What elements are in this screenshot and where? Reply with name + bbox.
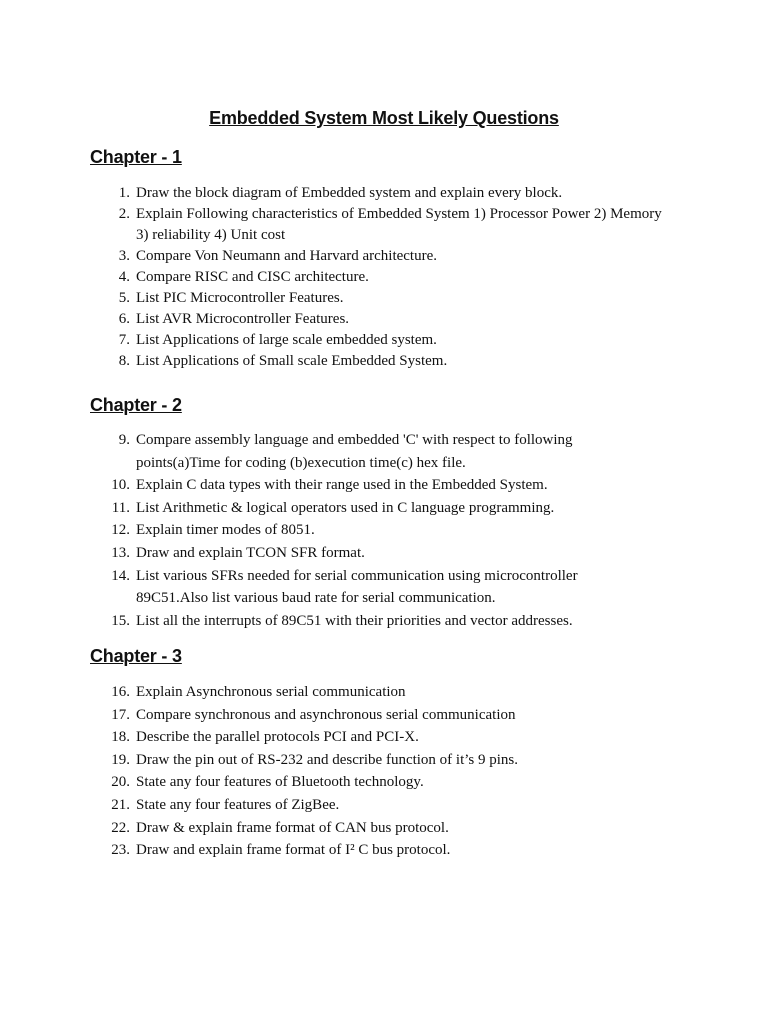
question-number: 21. bbox=[111, 796, 130, 813]
question-item bbox=[0, 204, 768, 246]
question-number: 9. bbox=[118, 432, 130, 448]
question-text: List AVR Microcontroller Features. bbox=[136, 311, 350, 327]
question-number: 10. bbox=[111, 477, 130, 494]
question-number: 22. bbox=[111, 819, 130, 836]
question-text: State any four features of Bluetooth technology. bbox=[136, 774, 424, 791]
question-text: Compare synchronous and asynchronous serial communication bbox=[136, 706, 516, 723]
question-item bbox=[0, 726, 768, 749]
chapter-2-question-list bbox=[0, 429, 768, 632]
question-item bbox=[0, 183, 768, 204]
question-number: 14. bbox=[111, 567, 130, 584]
question-number: 17. bbox=[111, 706, 130, 723]
question-number: 19. bbox=[111, 751, 130, 768]
question-text: Explain Following characteristics of Embedded System 1) Processor Power 2) Memory 3) reliability 4) Unit cost bbox=[136, 206, 662, 243]
question-text: Draw the pin out of RS-232 and describe function of it’s 9 pins. bbox=[136, 751, 519, 768]
question-number: 11. bbox=[111, 499, 130, 516]
question-item bbox=[0, 749, 768, 772]
chapter-1-question-list bbox=[0, 183, 768, 372]
question-item bbox=[0, 565, 768, 610]
question-item bbox=[0, 542, 768, 565]
question-text: Draw and explain frame format of I² C bus protocol. bbox=[136, 842, 451, 859]
question-text: List Applications of large scale embedded system. bbox=[136, 332, 437, 348]
question-text: List Arithmetic & logical operators used in C language programming. bbox=[136, 499, 555, 516]
question-item bbox=[0, 681, 768, 704]
question-number: 7. bbox=[118, 332, 130, 348]
question-item bbox=[0, 246, 768, 267]
question-item bbox=[0, 429, 768, 474]
question-number: 5. bbox=[118, 290, 130, 306]
chapter-3-heading: Chapter - 3 bbox=[90, 646, 182, 666]
question-text: Describe the parallel protocols PCI and PCI-X. bbox=[136, 729, 419, 746]
question-text: Explain timer modes of 8051. bbox=[136, 522, 315, 539]
question-number: 13. bbox=[111, 544, 130, 561]
question-number: 6. bbox=[118, 311, 130, 327]
question-text: List various SFRs needed for serial communication using microcontroller 89C51.Also list various baud rate for serial communication. bbox=[136, 567, 578, 607]
question-text: Explain C data types with their range used in the Embedded System. bbox=[136, 477, 548, 494]
chapter-2-heading: Chapter - 2 bbox=[90, 395, 182, 415]
chapter-3-question-list bbox=[0, 681, 768, 862]
question-number: 16. bbox=[111, 684, 130, 700]
question-number: 12. bbox=[111, 522, 130, 539]
question-item bbox=[0, 267, 768, 288]
question-text: List PIC Microcontroller Features. bbox=[136, 290, 344, 306]
document-title: Embedded System Most Likely Questions bbox=[209, 108, 559, 128]
question-item bbox=[0, 474, 768, 497]
question-number: 8. bbox=[118, 353, 130, 369]
question-item bbox=[0, 497, 768, 520]
question-text: Compare RISC and CISC architecture. bbox=[136, 269, 369, 285]
question-item bbox=[0, 771, 768, 794]
question-text: Draw the block diagram of Embedded system and explain every block. bbox=[136, 185, 563, 201]
question-number: 3. bbox=[118, 248, 130, 264]
question-text: State any four features of ZigBee. bbox=[136, 796, 340, 813]
question-item bbox=[0, 519, 768, 542]
question-item bbox=[0, 351, 768, 372]
question-text: Draw & explain frame format of CAN bus protocol. bbox=[136, 819, 449, 836]
question-text: Compare assembly language and embedded 'C' with respect to following points(a)Time for coding (b)execution time(c) hex file. bbox=[136, 432, 573, 471]
question-text: Draw and explain TCON SFR format. bbox=[136, 544, 365, 561]
question-text: Compare Von Neumann and Harvard architecture. bbox=[136, 248, 438, 264]
question-number: 1. bbox=[118, 185, 130, 201]
question-item bbox=[0, 817, 768, 840]
question-item bbox=[0, 794, 768, 817]
question-number: 4. bbox=[118, 269, 130, 285]
question-item bbox=[0, 330, 768, 351]
chapter-1-heading: Chapter - 1 bbox=[90, 147, 182, 167]
question-number: 20. bbox=[111, 774, 130, 791]
question-number: 23. bbox=[111, 842, 130, 859]
question-item bbox=[0, 839, 768, 862]
question-item bbox=[0, 610, 768, 633]
question-text: List all the interrupts of 89C51 with their priorities and vector addresses. bbox=[136, 612, 573, 629]
question-text: Explain Asynchronous serial communication bbox=[136, 684, 406, 700]
question-number: 18. bbox=[111, 729, 130, 746]
question-number: 2. bbox=[118, 206, 130, 222]
question-item bbox=[0, 288, 768, 309]
question-text: List Applications of Small scale Embedded System. bbox=[136, 353, 448, 369]
question-item bbox=[0, 309, 768, 330]
question-item bbox=[0, 704, 768, 727]
question-number: 15. bbox=[111, 612, 130, 629]
